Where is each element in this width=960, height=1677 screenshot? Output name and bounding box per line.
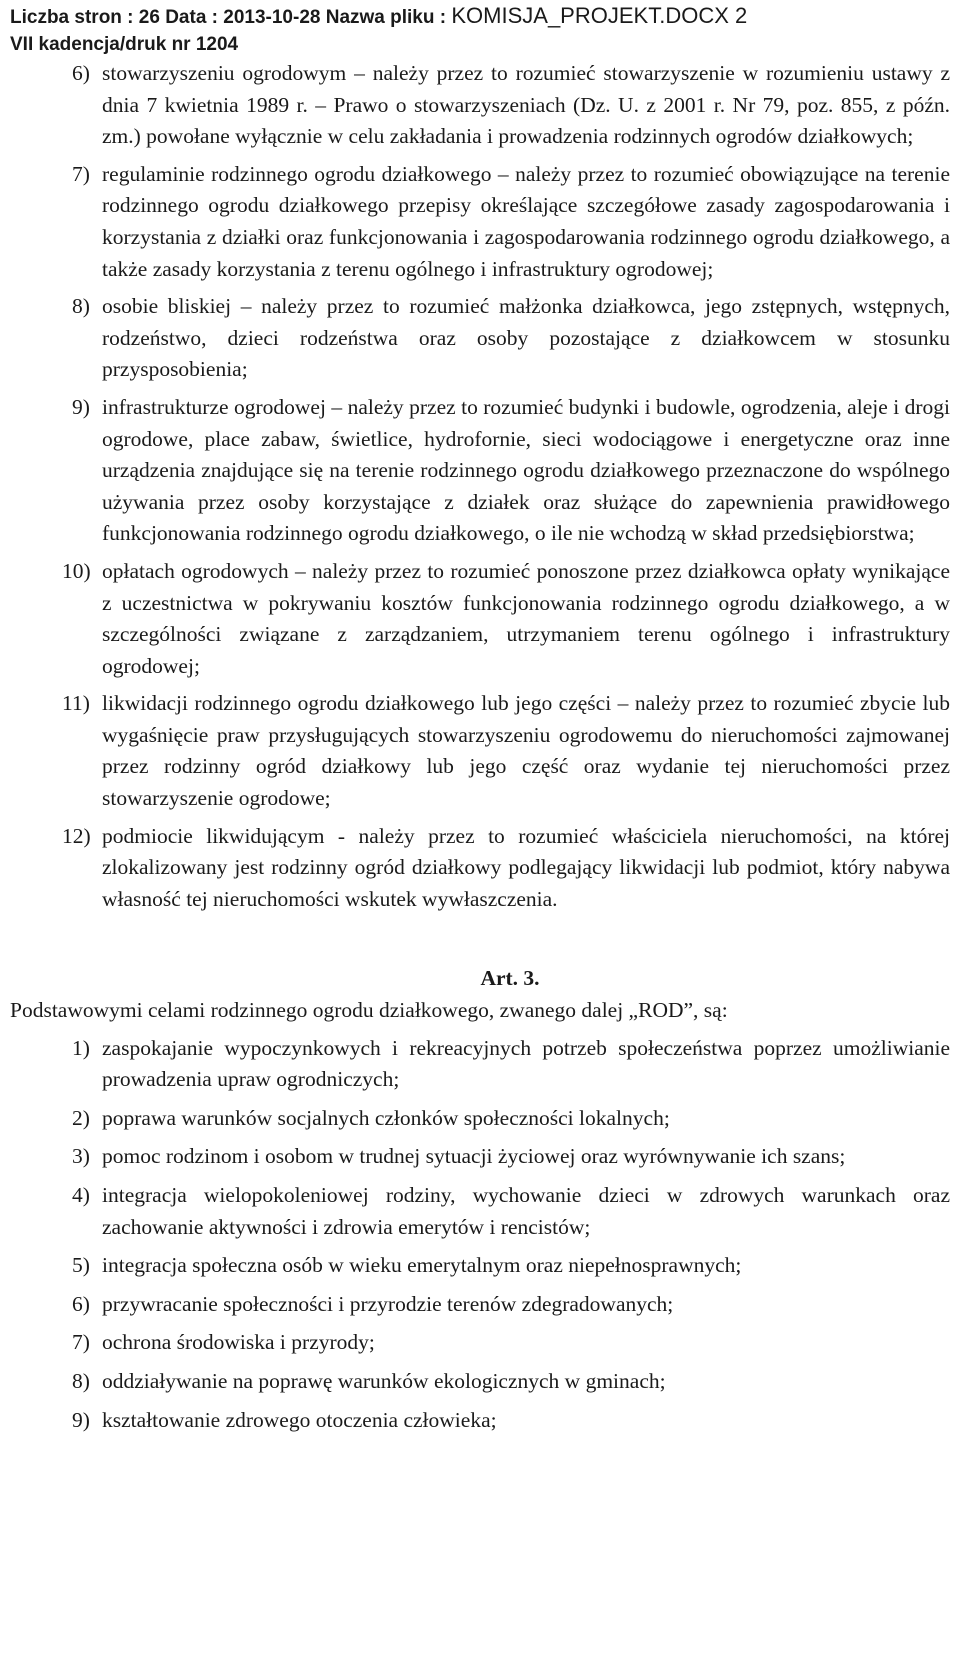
item-text: podmiocie likwidującym - należy przez to rozumieć właściciela nieruchomości, na której zlokalizowany jest rodzinny ogród działkowy podlegający likwidacji lub podmiot, który nabywa własność tej nieruchomości wskutek wywłaszczenia. [102,823,950,911]
definition-item [10,821,950,916]
item-number: 11) [62,691,90,716]
goal-item [10,1180,950,1243]
goal-item [10,1141,950,1173]
item-text: integracja wielopokoleniowej rodziny, wychowanie dzieci w zdrowych warunkach oraz zachowanie aktywności i zdrowia emerytów i rencistów; [102,1183,950,1239]
item-text: przywracanie społeczności i przyrodzie terenów zdegradowanych; [102,1291,674,1316]
item-number: 9) [72,1407,90,1432]
item-text: likwidacji rodzinnego ogrodu działkowego lub jego części – należy przez to rozumieć zbycie lub wygaśnięcie praw przysługujących stowarzyszeniu ogrodowemu do nieruchomości zajmowanej przez rodzinny ogród działkowy lub jego część oraz wydanie tej nieruchomości przez stowarzyszenie ogrodowe; [102,691,950,811]
article-intro: Podstawowymi celami rodzinnego ogrodu działkowego, zwanego dalej „ROD”, są: [10,998,728,1023]
item-number: 4) [72,1183,90,1207]
document-body [10,58,950,1443]
item-number: 1) [72,1035,90,1060]
item-text: poprawa warunków socjalnych członków społeczności lokalnych; [102,1105,670,1130]
item-text: kształtowanie zdrowego otoczenia człowieka; [102,1407,497,1432]
item-number: 2) [72,1105,90,1130]
item-number: 12) [62,823,91,848]
header-line-1 [10,2,950,31]
goal-item [10,1327,950,1359]
goal-item [10,1250,950,1282]
item-number: 9) [72,394,90,419]
definition-item [10,688,950,814]
document-header [10,2,950,58]
item-text: zaspokajanie wypoczynkowych i rekreacyjnych potrzeb społeczeństwa poprzez umożliwianie prowadzenia upraw ogrodniczych; [102,1035,950,1092]
goal-item [10,1366,950,1398]
item-text: pomoc rodzinom i osobom w trudnej sytuacji życiowej oraz wyrównywanie ich szans; [102,1144,846,1169]
item-text: opłatach ogrodowych – należy przez to rozumieć ponoszone przez działkowca opłaty wynikające z uczestnictwa w pokrywaniu kosztów funkcjonowania rodzinnego ogrodu działkowego, a w szczególności związane z zarządzaniem, utrzymaniem terenu ogólnego i infrastruktury ogrodowej; [102,558,950,678]
article-title: Art. 3. [480,966,540,991]
goal-item [10,1289,950,1321]
definition-item [10,159,950,285]
definitions-list [10,58,950,915]
header-filename: KOMISJA_PROJEKT.DOCX 2 [451,3,748,28]
item-number: 7) [72,1330,90,1355]
header-line-2: VII kadencja/druk nr 1204 [10,34,239,55]
definition-item [10,291,950,386]
item-text: osobie bliskiej – należy przez to rozumieć małżonka działkowca, jego zstępnych, wstępnych, rodzeństwo, dzieci rodzeństwa oraz osoby pozostające z działkowcem w stosunku przysposobienia; [102,294,950,382]
item-number: 5) [72,1253,90,1278]
item-text: regulaminie rodzinnego ogrodu działkowego – należy przez to rozumieć obowiązujące na terenie rodzinnego ogrodu działkowego przepisy określające szczegółowe zasady zagospodarowania i korzystania z działki oraz funkcjonowania i zagospodarowania rodzinnego ogrodu działkowego, a także zasady korzystania z terenu ogólnego i infrastruktury ogrodowej; [102,161,950,281]
goal-item [10,1033,950,1096]
item-number: 7) [72,161,90,186]
item-text: stowarzyszeniu ogrodowym – należy przez to rozumieć stowarzyszenie w rozumieniu ustawy z dnia 7 kwietnia 1989 r. – Prawo o stowarzyszeniach (Dz. U. z 2001 r. Nr 79, poz. 855, z późn. zm.) powołane wyłącznie w celu zakładania i prowadzenia rodzinnych ogrodów działkowych; [102,61,950,149]
item-number: 8) [72,1368,90,1393]
goal-item [10,1405,950,1437]
item-text: ochrona środowiska i przyrody; [102,1330,375,1355]
definition-item [10,392,950,550]
item-number: 6) [72,61,90,85]
item-number: 10) [62,558,91,583]
item-number: 6) [72,1291,90,1316]
goals-list [10,1033,950,1437]
item-number: 3) [72,1144,90,1169]
item-number: 8) [72,294,90,319]
goal-item [10,1103,950,1135]
item-text: integracja społeczna osób w wieku emerytalnym oraz niepełnosprawnych; [102,1253,742,1278]
item-text: oddziaływanie na poprawę warunków ekologicznych w gminach; [102,1368,666,1393]
definition-item [10,556,950,682]
header-meta: Liczba stron : 26 Data : 2013-10-28 Nazwa pliku : [10,7,452,28]
item-text: infrastrukturze ogrodowej – należy przez to rozumieć budynki i budowle, ogrodzenia, aleje i drogi ogrodowe, place zabaw, świetlice, hydrofornie, sieci wodociągowe i energetyczne oraz inne urządzenia znajdujące się na terenie rodzinnego ogrodu działkowego przeznaczone do wspólnego używania przez osoby korzystające z działek oraz służące do zapewnienia prawidłowego funkcjonowania rodzinnego ogrodu działkowego, o ile nie wchodzą w skład przedsiębiorstwa; [102,394,950,546]
definition-item [10,58,950,153]
